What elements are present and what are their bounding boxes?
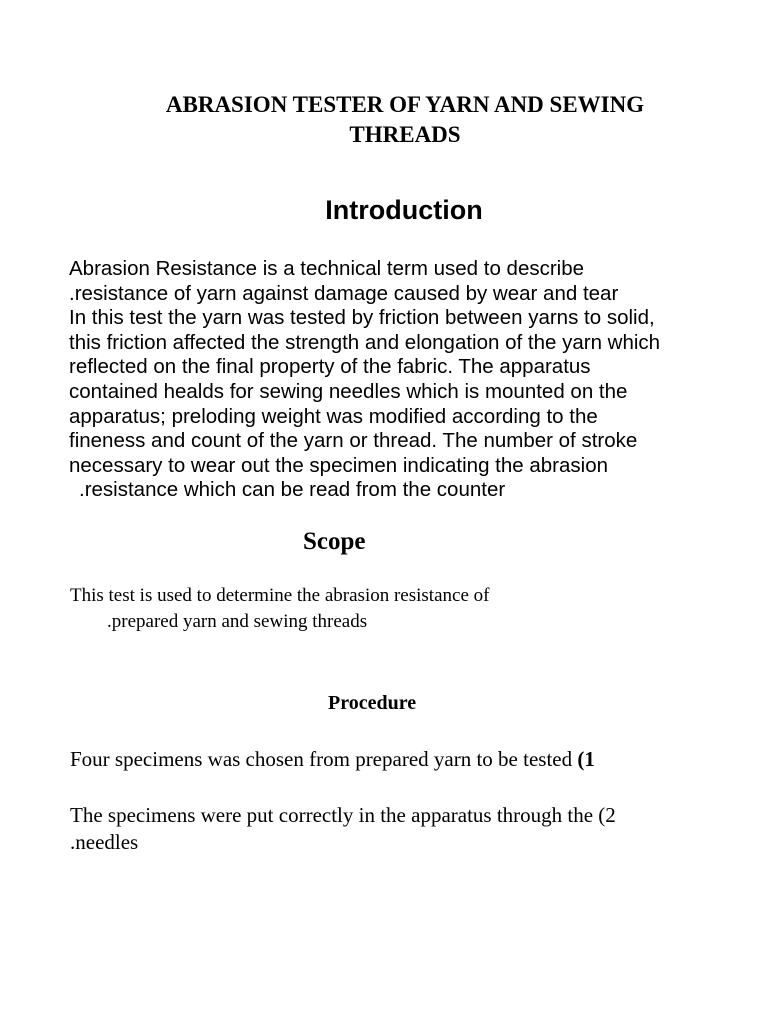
intro-line: this friction affected the strength and elongation of the yarn which: [69, 330, 661, 354]
scope-line: This test is used to determine the abrasion resistance of: [70, 585, 490, 606]
intro-line: reflected on the final property of the fabric. The apparatus: [69, 355, 591, 379]
intro-line: Abrasion Resistance is a technical term used to describe: [69, 257, 585, 280]
scope-paragraph: [70, 583, 730, 635]
step-1-text: Four specimens was chosen from prepared yarn to be tested: [70, 747, 578, 771]
document-title: [60, 90, 750, 150]
introduction-heading: Introduction: [325, 195, 483, 225]
intro-line: necessary to wear out the specimen indicating the abrasion: [69, 453, 609, 477]
procedure-step-1: [70, 746, 750, 773]
intro-line: apparatus; preloding weight was modified according to the: [69, 404, 598, 428]
title-line-2: THREADS: [349, 122, 461, 147]
introduction-paragraph: [69, 257, 759, 503]
step-2-line: .needles: [70, 830, 139, 854]
step-2-line: The specimens were put correctly in the apparatus through the (2: [70, 803, 616, 827]
scope-heading: Scope: [303, 528, 366, 555]
procedure-heading: Procedure: [328, 692, 417, 714]
intro-line: In this test the yarn was tested by friction between yarns to solid,: [69, 306, 655, 330]
intro-line: .resistance of yarn against damage caused by wear and tear: [69, 281, 619, 305]
scope-line: .prepared yarn and sewing threads: [107, 611, 368, 632]
intro-line: .resistance which can be read from the counter: [79, 478, 506, 502]
intro-line: contained healds for sewing needles which is mounted on the: [69, 379, 628, 403]
procedure-step-2: [70, 802, 750, 856]
intro-line: fineness and count of the yarn or thread. The number of stroke: [69, 429, 638, 453]
title-line-1: ABRASION TESTER OF YARN AND SEWING: [165, 92, 645, 117]
step-1-number: (1: [577, 747, 595, 771]
